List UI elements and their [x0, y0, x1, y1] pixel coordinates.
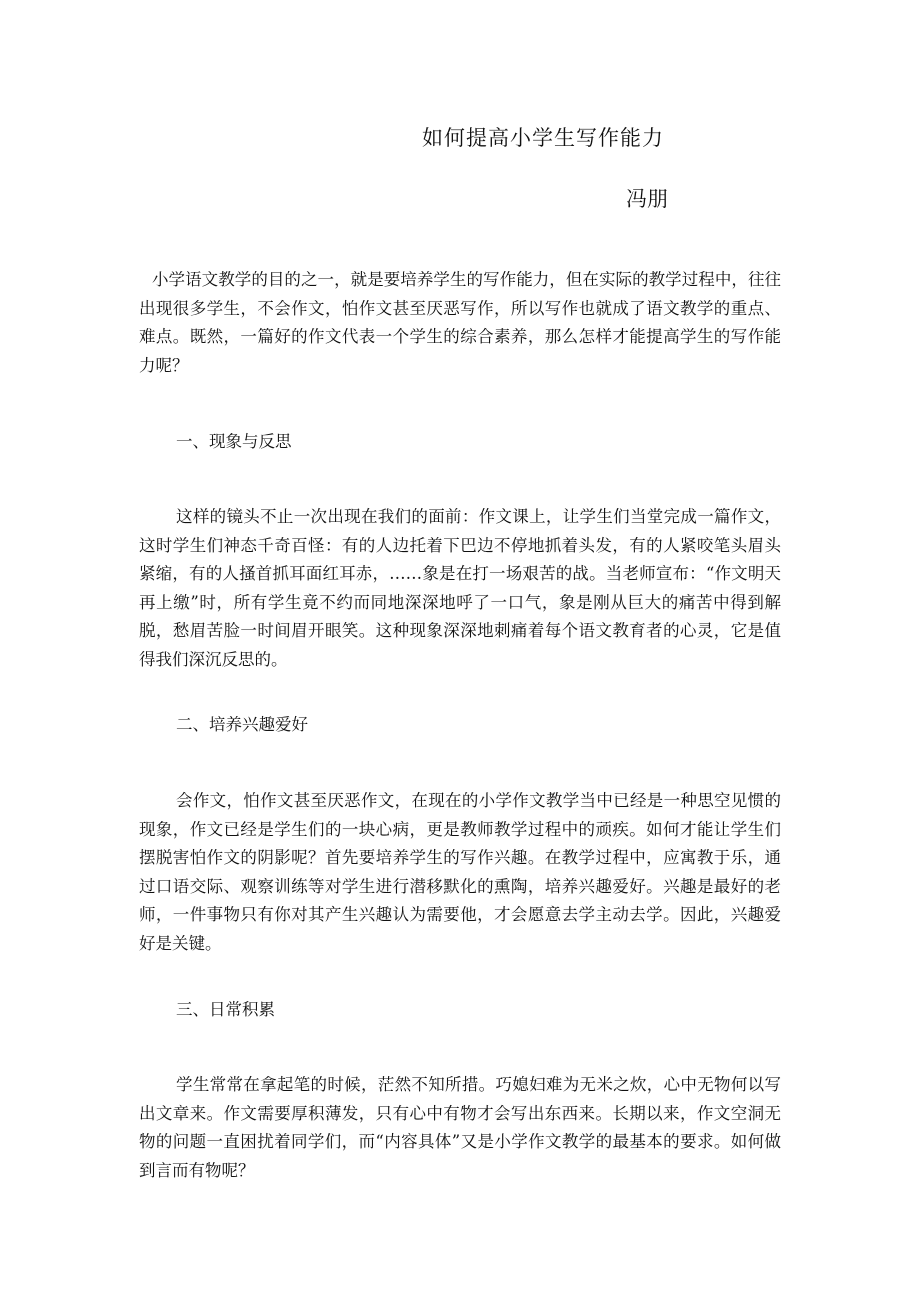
section-heading-2: 二、培养兴趣爱好: [176, 715, 308, 734]
section-heading-1: 一、现象与反思: [176, 432, 292, 451]
intro-paragraph: 小学语文教学的目的之一，就是要培养学生的写作能力，但在实际的教学过程中，往往出现很多学生，不会作文，怕作文甚至厌恶写作，所以写作也就成了语文教学的重点、难点。既然，一篇好的作文代表一个学生的综合素养，那么怎样才能提高学生的写作能力呢？: [139, 270, 781, 375]
document-author: 冯朋: [626, 187, 668, 211]
section-body-1: 这样的镜头不止一次出现在我们的面前：作文课上，让学生们当堂完成一篇作文，这时学生们神态千奇百怪：有的人边托着下巴边不停地抓着头发，有的人紧咬笔头眉头紧缩，有的人搔首抓耳面红耳赤，……象是在打一场艰苦的战。当老师宣布：“作文明天再上缴”时，所有学生竟不约而同地深深地呼了一口气，象是刚从巨大的痛苦中得到解脱，愁眉苦脸一时间眉开眼笑。这种现象深深地刺痛着每个语文教育者的心灵，它是值得我们深沉反思的。: [139, 507, 781, 669]
document-title: 如何提高小学生写作能力: [422, 126, 664, 150]
section-body-2: 会作文，怕作文甚至厌恶作文，在现在的小学作文教学当中已经是一种思空见惯的现象，作文已经是学生们的一块心病，更是教师教学过程中的顽疾。如何才能让学生们摆脱害怕作文的阴影呢？首先要培养学生的写作兴趣。在教学过程中，应寓教于乐，通过口语交际、观察训练等对学生进行潜移默化的熏陶，培养兴趣爱好。兴趣是最好的老师，一件事物只有你对其产生兴趣认为需要他，才会愿意去学主动去学。因此，兴趣爱好是关键。: [139, 791, 781, 953]
section-heading-3: 三、日常积累: [176, 1000, 275, 1019]
section-body-3: 学生常常在拿起笔的时候，茫然不知所措。巧媳妇难为无米之炊，心中无物何以写出文章来。作文需要厚积薄发，只有心中有物才会写出东西来。长期以来，作文空洞无物的问题一直困扰着同学们，而“内容具体”又是小学作文教学的最基本的要求。如何做到言而有物呢？: [139, 1075, 781, 1180]
